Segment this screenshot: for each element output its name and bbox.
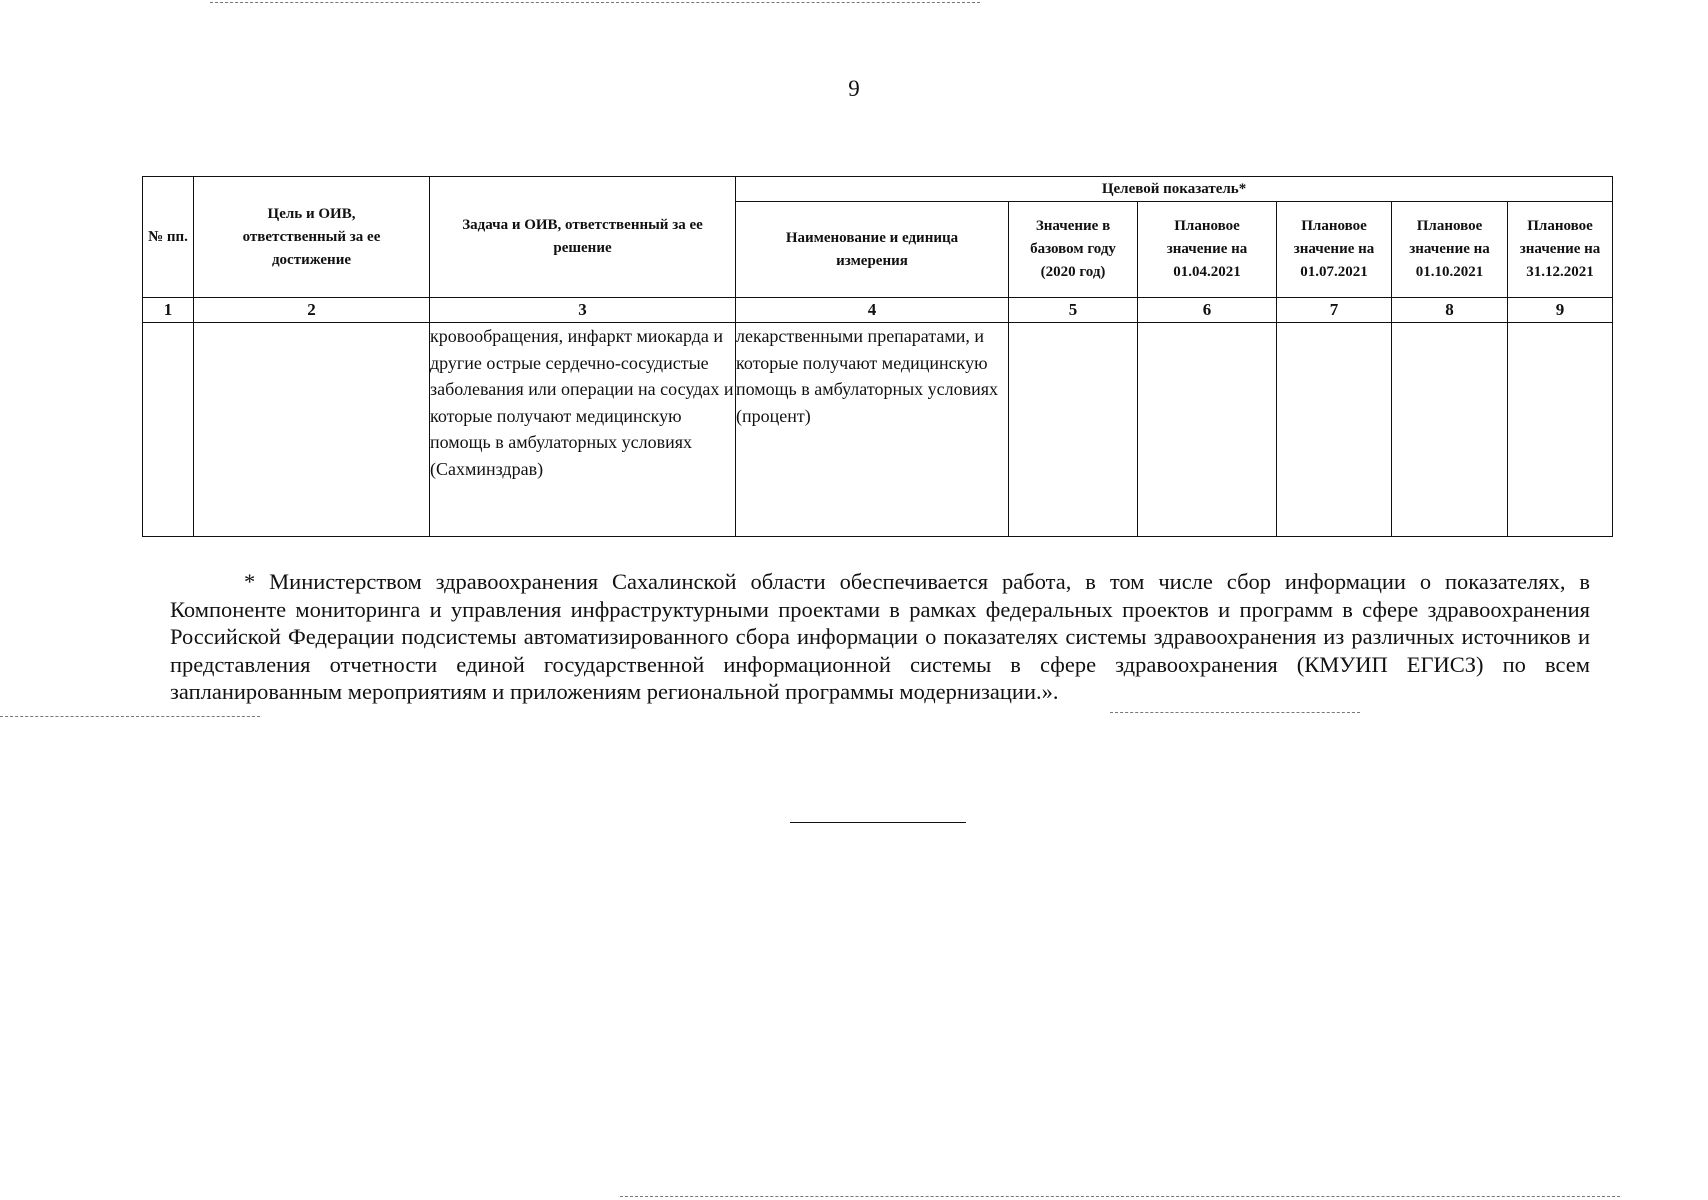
cell-base-value — [1009, 323, 1138, 537]
column-number: 1 — [143, 298, 194, 323]
cell-plan-1231 — [1508, 323, 1613, 537]
header-base-value: Значение в базовом году (2020 год) — [1009, 202, 1138, 298]
page-number: 9 — [848, 76, 860, 101]
column-number: 2 — [194, 298, 430, 323]
column-number: 5 — [1009, 298, 1138, 323]
column-numbers-row — [143, 298, 1613, 323]
column-number: 7 — [1277, 298, 1392, 323]
header-plan-0701: Плановое значение на 01.07.2021 — [1277, 202, 1392, 298]
header-plan-1001: Плановое значение на 01.10.2021 — [1392, 202, 1508, 298]
cell-goal — [194, 323, 430, 537]
cell-plan-1001 — [1392, 323, 1508, 537]
header-plan-1231: Плановое значение на 31.12.2021 — [1508, 202, 1613, 298]
column-number: 9 — [1508, 298, 1613, 323]
scan-artifact-line — [1110, 712, 1360, 713]
header-plan-0401: Плановое значение на 01.04.2021 — [1138, 202, 1277, 298]
column-number: 3 — [430, 298, 736, 323]
table-row — [143, 323, 1613, 537]
column-number: 4 — [736, 298, 1009, 323]
footnote: * Министерством здравоохранения Сахалинской области обеспечивается работа, в том числе сбор информации о показателях, в Компоненте мониторинга и управления инфраструктурными проектами в рамках федеральных проектов и программ в сфере здравоохранения Российской Федерации подсистемы автоматизированного сбора информации о показателях системы здравоохранения из различных источников и представления отчетности единой государственной информационной системы в сфере здравоохранения (КМУИП ЕГИСЗ) по всем запланированным мероприятиям и приложениям региональной программы модернизации.». — [170, 569, 1590, 704]
header-indicator-group: Целевой показатель* — [736, 177, 1613, 202]
header-indicator-name: Наименование и единица измерения — [736, 202, 1009, 298]
cell-task: кровообращения, инфаркт миокарда и другие острые сердечно-сосудистые заболевания или операции на сосудах и которые получают медицинскую помощь в амбулаторных условиях (Сахминздрав) — [430, 323, 736, 537]
header-num: № пп. — [143, 177, 194, 298]
column-number: 6 — [1138, 298, 1277, 323]
cell-indicator: лекарственными препаратами, и которые получают медицинскую помощь в амбулаторных условиях (процент) — [736, 323, 1009, 537]
column-number: 8 — [1392, 298, 1508, 323]
scan-artifact-line — [0, 716, 260, 717]
header-goal: Цель и ОИВ, ответственный за ее достижение — [194, 177, 430, 298]
cell-plan-0401 — [1138, 323, 1277, 537]
closing-rule — [790, 822, 966, 823]
scan-artifact-line — [210, 2, 980, 3]
cell-num — [143, 323, 194, 537]
cell-plan-0701 — [1277, 323, 1392, 537]
target-indicators-table — [142, 176, 1613, 537]
table-header-row — [143, 177, 1613, 202]
header-task: Задача и ОИВ, ответственный за ее решение — [430, 177, 736, 298]
scan-artifact-line — [620, 1196, 1620, 1197]
